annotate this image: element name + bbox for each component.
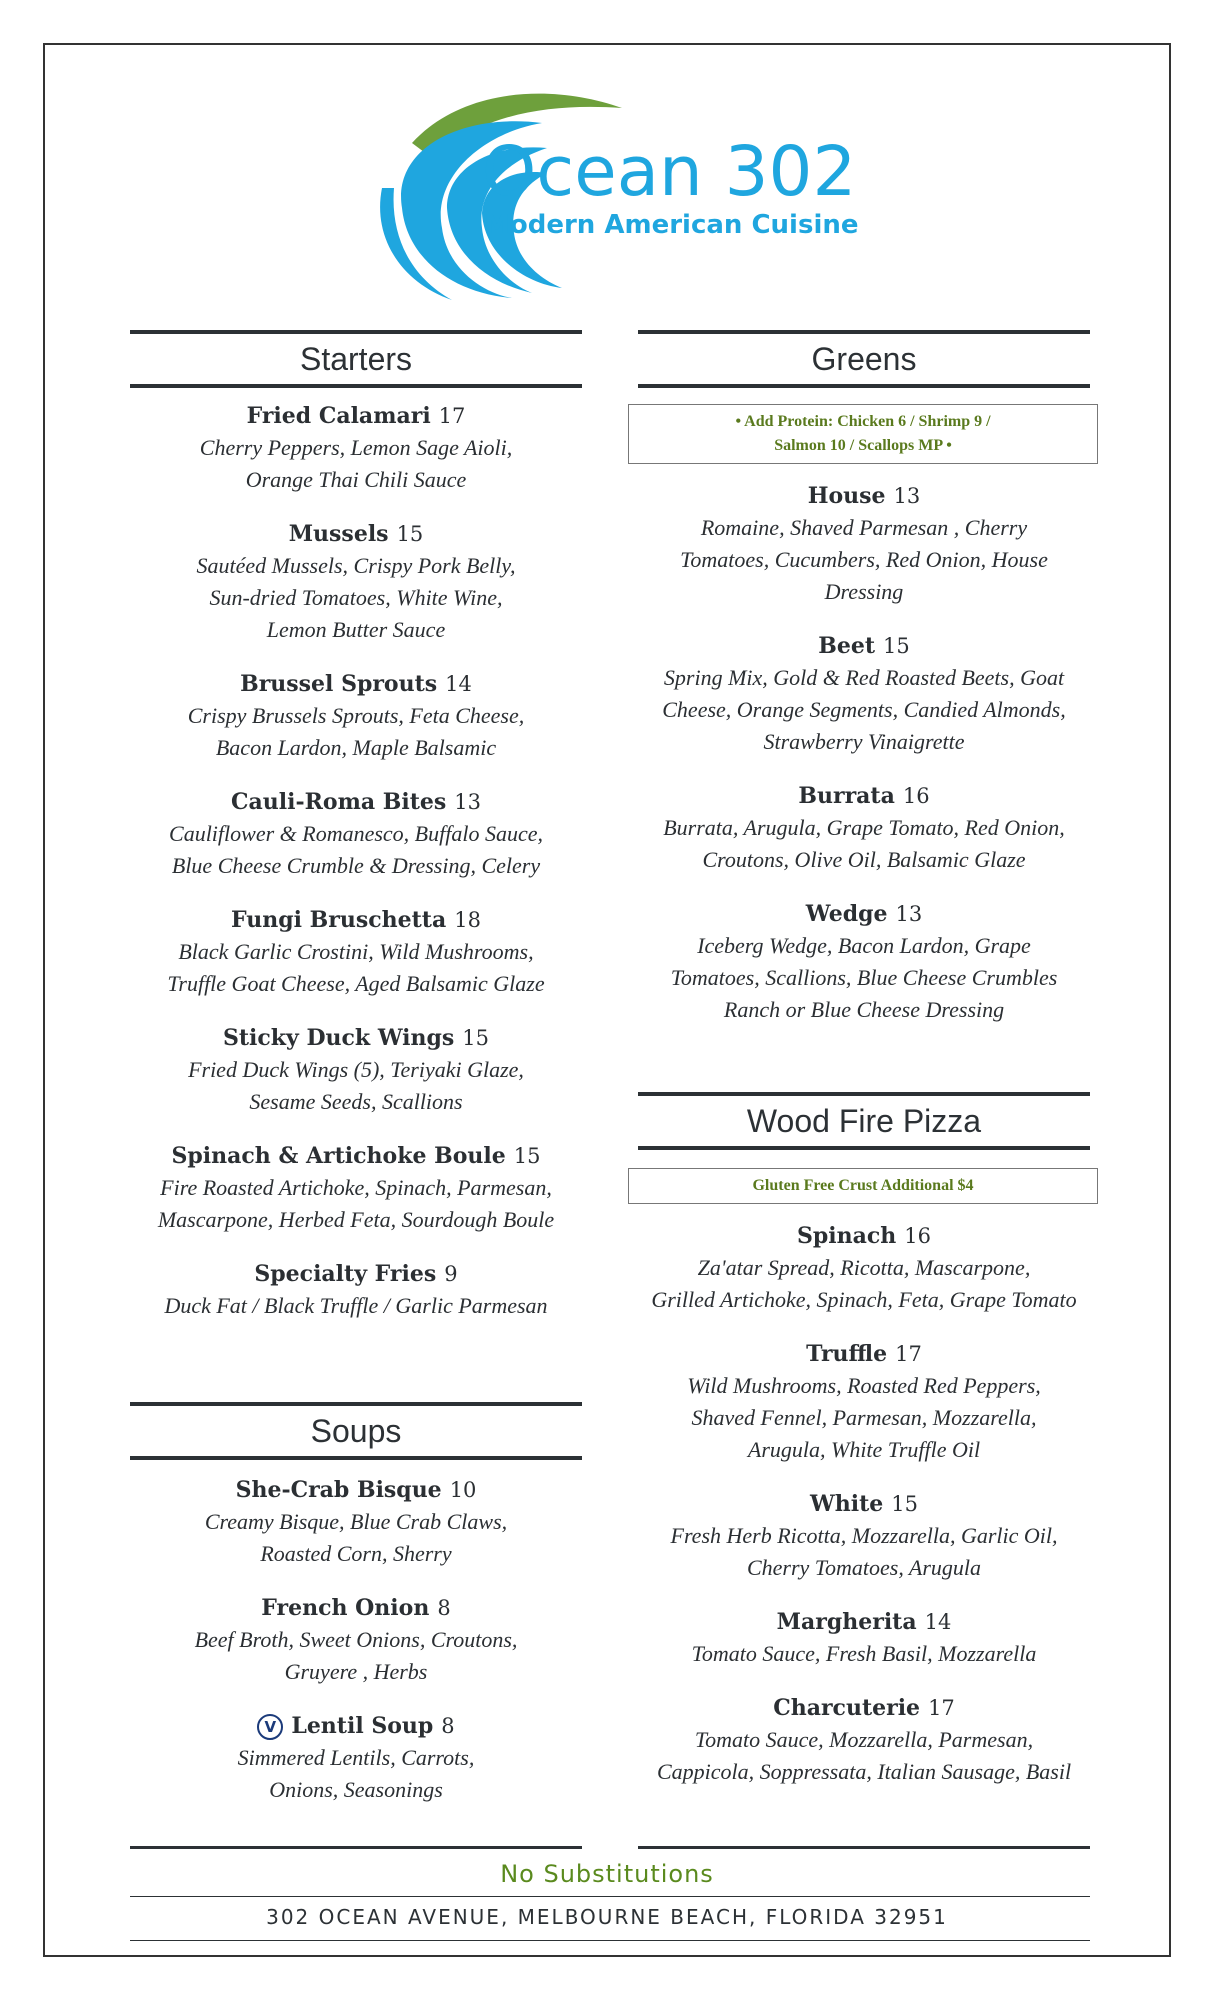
item-name: Brussel Sprouts bbox=[240, 671, 438, 697]
item-name: Lentil Soup bbox=[291, 1713, 434, 1739]
item-desc: Tomato Sauce, Fresh Basil, Mozzarella bbox=[691, 1641, 1037, 1666]
menu-item bbox=[120, 1140, 592, 1236]
item-desc: Simmered Lentils, Carrots, bbox=[237, 1745, 475, 1770]
menu-item bbox=[120, 904, 592, 1000]
menu-item bbox=[120, 1474, 592, 1570]
item-desc: Iceberg Wedge, Bacon Lardon, Grape bbox=[697, 933, 1031, 958]
item-desc: Gruyere , Herbs bbox=[284, 1659, 428, 1684]
menu-item bbox=[628, 780, 1100, 876]
item-desc: Strawberry Vinaigrette bbox=[763, 729, 965, 754]
item-desc: Cheese, Orange Segments, Candied Almonds, bbox=[662, 697, 1066, 722]
item-desc: Cherry Peppers, Lemon Sage Aioli, bbox=[199, 435, 513, 460]
item-price: 10 bbox=[449, 1478, 477, 1502]
item-name: House bbox=[807, 483, 886, 509]
item-desc: Bacon Lardon, Maple Balsamic bbox=[215, 735, 497, 760]
item-desc: Roasted Corn, Sherry bbox=[260, 1541, 452, 1566]
starters-header: Starters bbox=[130, 330, 582, 388]
item-desc: Tomatoes, Scallions, Blue Cheese Crumbles bbox=[670, 965, 1058, 990]
item-name: Sticky Duck Wings bbox=[222, 1025, 455, 1051]
item-name: Spinach & Artichoke Boule bbox=[171, 1143, 506, 1169]
item-name: Specialty Fries bbox=[254, 1261, 437, 1287]
item-price: 18 bbox=[454, 908, 481, 932]
menu-item bbox=[628, 1488, 1100, 1584]
greens-header: Greens bbox=[638, 330, 1090, 388]
item-desc: Truffle Goat Cheese, Aged Balsamic Glaze bbox=[167, 971, 545, 996]
item-desc: Romaine, Shaved Parmesan , Cherry bbox=[700, 515, 1028, 540]
menu-item bbox=[120, 518, 592, 646]
item-name: Truffle bbox=[806, 1341, 888, 1367]
menu-item bbox=[120, 786, 592, 882]
menu-item bbox=[120, 668, 592, 764]
ocean-302-logo bbox=[372, 88, 872, 308]
restaurant-address: 302 OCEAN AVENUE, MELBOURNE BEACH, FLORIDA 32951 bbox=[266, 1905, 948, 1929]
item-name: Fungi Bruschetta bbox=[231, 907, 447, 933]
item-desc: Wild Mushrooms, Roasted Red Peppers, bbox=[687, 1373, 1041, 1398]
item-desc: Black Garlic Crostini, Wild Mushrooms, bbox=[178, 939, 534, 964]
item-price: 8 bbox=[437, 1596, 451, 1620]
item-desc: Cappicola, Soppressata, Italian Sausage, Basil bbox=[656, 1759, 1072, 1784]
pizza-list bbox=[628, 1220, 1100, 1810]
menu-item bbox=[120, 1022, 592, 1118]
item-price: 13 bbox=[893, 484, 921, 508]
item-desc: Cauliflower & Romanesco, Buffalo Sauce, bbox=[169, 821, 543, 846]
item-desc: Cherry Tomatoes, Arugula bbox=[746, 1555, 982, 1580]
item-desc: Orange Thai Chili Sauce bbox=[245, 467, 467, 492]
menu-item bbox=[628, 630, 1100, 758]
item-name: French Onion bbox=[261, 1595, 430, 1621]
item-name: Wedge bbox=[805, 901, 888, 927]
item-desc: Fire Roasted Artichoke, Spinach, Parmesan, bbox=[160, 1175, 552, 1200]
no-substitutions-note: No Substitutions bbox=[500, 1860, 714, 1888]
starters-list bbox=[120, 400, 592, 1344]
notice-line: Gluten Free Crust Additional $4 bbox=[752, 1177, 974, 1194]
vegan-icon: V bbox=[257, 1714, 283, 1740]
item-name: Burrata bbox=[798, 783, 895, 809]
item-desc: Burrata, Arugula, Grape Tomato, Red Onion, bbox=[663, 815, 1065, 840]
item-name: Spinach bbox=[796, 1223, 897, 1249]
item-desc: Beef Broth, Sweet Onions, Croutons, bbox=[194, 1627, 518, 1652]
item-name: Charcuterie bbox=[773, 1695, 921, 1721]
item-desc: Fresh Herb Ricotta, Mozzarella, Garlic Oil, bbox=[670, 1523, 1058, 1548]
item-desc: Tomato Sauce, Mozzarella, Parmesan, bbox=[694, 1727, 1034, 1752]
item-price: 15 bbox=[513, 1144, 541, 1168]
item-price: 13 bbox=[895, 902, 923, 926]
add-protein-notice bbox=[628, 404, 1098, 464]
soups-header: Soups bbox=[130, 1402, 582, 1460]
pizza-header: Wood Fire Pizza bbox=[638, 1092, 1090, 1150]
item-price: 9 bbox=[444, 1262, 458, 1286]
item-desc: Grilled Artichoke, Spinach, Feta, Grape Tomato bbox=[651, 1287, 1077, 1312]
item-desc: Sesame Seeds, Scallions bbox=[249, 1089, 463, 1114]
item-name: White bbox=[810, 1491, 884, 1517]
menu-item bbox=[628, 480, 1100, 608]
item-price: 14 bbox=[445, 672, 472, 696]
item-desc: Mascarpone, Herbed Feta, Sourdough Boule bbox=[157, 1207, 555, 1232]
menu-item bbox=[628, 898, 1100, 1026]
item-price: 15 bbox=[396, 522, 424, 546]
notice-line: Salmon 10 / Scallops MP • bbox=[774, 437, 952, 454]
item-desc: Dressing bbox=[824, 579, 904, 604]
footer-bottom-divider bbox=[130, 1940, 1090, 1941]
item-desc: Sun-dried Tomatoes, White Wine, bbox=[209, 585, 503, 610]
item-name: Mussels bbox=[288, 521, 389, 547]
menu-item bbox=[120, 1710, 592, 1806]
item-desc: Croutons, Olive Oil, Balsamic Glaze bbox=[702, 847, 1026, 872]
item-name: Beet bbox=[818, 633, 876, 659]
menu-item bbox=[120, 1592, 592, 1688]
item-price: 8 bbox=[441, 1714, 455, 1738]
item-name: She-Crab Bisque bbox=[235, 1477, 442, 1503]
item-price: 17 bbox=[895, 1342, 922, 1366]
gluten-free-notice bbox=[628, 1168, 1098, 1204]
greens-list bbox=[628, 480, 1100, 1048]
item-desc: Tomatoes, Cucumbers, Red Onion, House bbox=[680, 547, 1048, 572]
menu-item bbox=[120, 400, 592, 496]
item-desc: Arugula, White Truffle Oil bbox=[747, 1437, 981, 1462]
item-desc: Spring Mix, Gold & Red Roasted Beets, Goat bbox=[663, 665, 1065, 690]
brand-tagline: Modern American Cuisine bbox=[484, 210, 859, 240]
menu-item bbox=[628, 1338, 1100, 1466]
item-price: 15 bbox=[462, 1026, 490, 1050]
item-desc: Shaved Fennel, Parmesan, Mozzarella, bbox=[691, 1405, 1037, 1430]
menu-item bbox=[628, 1220, 1100, 1316]
item-price: 13 bbox=[454, 790, 481, 814]
item-price: 14 bbox=[924, 1610, 952, 1634]
item-desc: Fried Duck Wings (5), Teriyaki Glaze, bbox=[188, 1057, 524, 1082]
footer-divider bbox=[130, 1896, 1090, 1897]
footer-rule-right bbox=[638, 1846, 1090, 1849]
item-desc: Duck Fat / Black Truffle / Garlic Parmesan bbox=[164, 1293, 548, 1318]
item-desc: Za'atar Spread, Ricotta, Mascarpone, bbox=[697, 1255, 1031, 1280]
item-price: 16 bbox=[904, 1224, 931, 1248]
item-name: Margherita bbox=[776, 1609, 917, 1635]
footer-rule-left bbox=[130, 1846, 582, 1849]
menu-item bbox=[120, 1258, 592, 1322]
item-price: 15 bbox=[883, 634, 910, 658]
menu-item bbox=[628, 1692, 1100, 1788]
notice-line: • Add Protein: Chicken 6 / Shrimp 9 / bbox=[735, 413, 991, 430]
item-desc: Ranch or Blue Cheese Dressing bbox=[723, 997, 1005, 1022]
menu-item bbox=[628, 1606, 1100, 1670]
item-desc: Creamy Bisque, Blue Crab Claws, bbox=[204, 1509, 508, 1534]
brand-name: Ocean 302 bbox=[482, 132, 857, 212]
item-desc: Sautéed Mussels, Crispy Pork Belly, bbox=[196, 553, 516, 578]
item-desc: Blue Cheese Crumble & Dressing, Celery bbox=[171, 853, 541, 878]
item-price: 17 bbox=[438, 404, 466, 428]
item-desc: Onions, Seasonings bbox=[269, 1777, 443, 1802]
item-name: Fried Calamari bbox=[246, 403, 431, 429]
soups-list bbox=[120, 1474, 592, 1828]
item-desc: Crispy Brussels Sprouts, Feta Cheese, bbox=[187, 703, 525, 728]
item-price: 15 bbox=[891, 1492, 918, 1516]
item-price: 17 bbox=[928, 1696, 955, 1720]
item-name: Cauli-Roma Bites bbox=[231, 789, 447, 815]
item-desc: Lemon Butter Sauce bbox=[266, 617, 446, 642]
item-price: 16 bbox=[902, 784, 930, 808]
